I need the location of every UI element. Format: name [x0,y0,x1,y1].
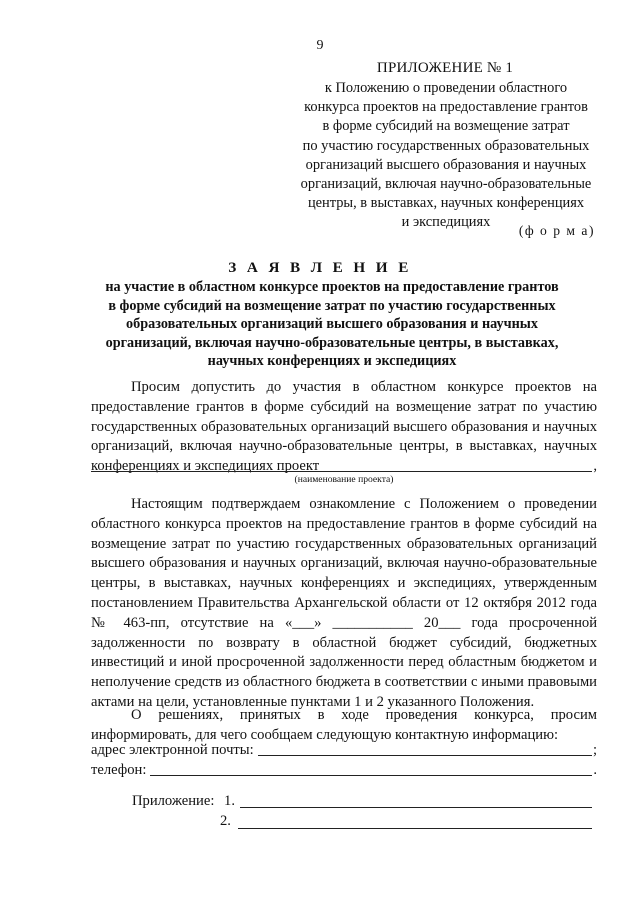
attachment-item-1-number: 1. [224,793,235,809]
confirmation-text: Настоящим подтверждаем ознакомление с Положением о проведении областного конкурса проектов на предоставление грантов в форме субсидий на возмещение затрат по участию государственных образовательных организаций высшего образования и научных организаций, включая научно-образовательные центры, в выставках, научных конференциях и экспедициях, утвержденным постановлением Правительства Архангельской области от 12 октября 2012 года № 463-пп, отсутствие на «___» ___________ 20___ года просроченной задолженности по возврату в областной бюджет субсидий, бюджетных инвестиций и иной просроченной задолженности перед областным бюджетом и неполучение средств из областного бюджета в соответствии с иными правовыми актами на цели, установленные пунктами 1 и 2 указанного Положения. [91,496,597,710]
subtitle-line: организаций, включая научно-образовательные центры, в выставках, [105,334,559,351]
appendix-line: по участию государственных образовательных [302,137,590,154]
subtitle-line: в форме субсидий на возмещение затрат по участию государственных [108,297,556,314]
appendix-line: организаций, включая научно-образовательные [300,176,592,193]
appendix-line: в форме субсидий на возмещение затрат [322,118,570,135]
phone-row [91,759,597,779]
appendix-line: конкурса проектов на предоставление грантов [304,99,588,116]
subtitle-line: на участие в областном конкурсе проектов на предоставление грантов [105,279,559,295]
confirmation-paragraph [91,495,597,713]
email-field[interactable] [258,741,592,756]
appendix-title: ПРИЛОЖЕНИЕ № 1 [376,60,514,76]
page-number: 9 [316,38,324,53]
project-name-caption: (наименование проекта) [294,474,394,485]
phone-field[interactable] [150,761,592,776]
project-name-row [91,455,597,475]
appendix-line: к Положению о проведении областного [324,80,568,96]
email-end: ; [592,742,597,758]
project-line-comma: , [593,458,597,474]
email-label: адрес электронной почты: [91,742,254,758]
document-title: З А Я В Л Е Н И Е [228,259,412,276]
attachments-label [132,793,235,810]
project-name-field[interactable] [91,457,592,472]
appendix-reference [276,79,616,233]
phone-label: телефон: [91,762,147,778]
appendix-line: и экспедициях [401,214,491,231]
subtitle-line: научных конференциях и экспедициях [207,353,457,370]
document-subtitle [80,278,584,371]
appendix-line: центры, в выставках, научных конференциях [307,195,585,212]
attachment-item-2-number: 2. [220,813,231,829]
attachment-1-field[interactable] [240,807,592,808]
contact-text: О решениях, принятых в ходе проведения конкурса, просим информировать, для чего сообщаем следующую контактную информацию: [91,707,597,743]
appendix-line: организаций высшего образования и научных [305,156,587,173]
request-text: Просим допустить до участия в областном конкурсе проектов на предоставление грантов в форме субсидий на возмещение затрат по участию государственных образовательных организаций высшего образования и научных организаций, включая научно-образовательные центры, в выставках, научных конференциях и экспедициях проект [91,379,597,475]
attachment-2-field[interactable] [238,828,592,829]
form-label: (ф о р м а) [518,223,595,238]
email-row [91,739,597,759]
attachments-title: Приложение: [132,793,215,809]
phone-end: . [593,762,597,778]
subtitle-line: образовательных организаций высшего образования и научных [126,316,538,333]
